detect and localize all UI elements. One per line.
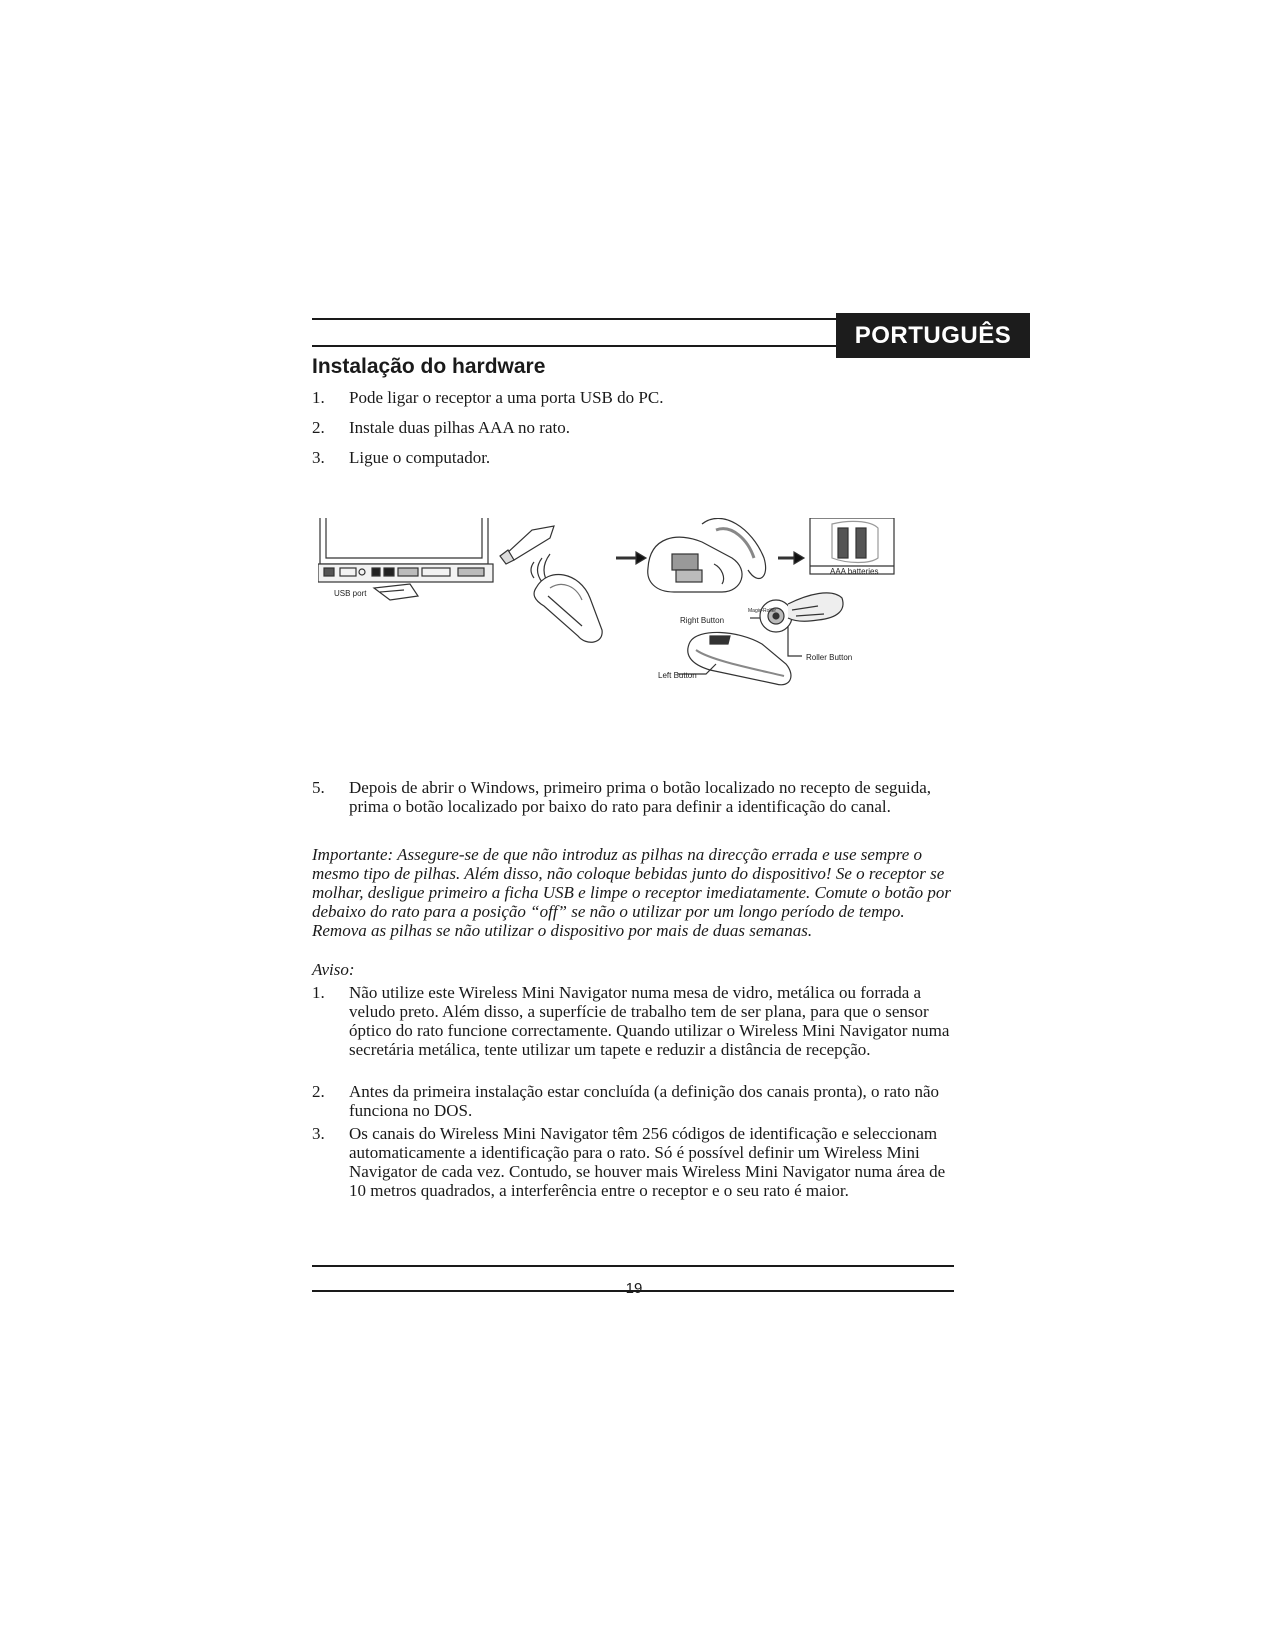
left-button-label: Left Button: [658, 671, 697, 680]
list-item: [312, 778, 952, 816]
mouse-open-illustration: [648, 518, 766, 592]
batteries-label: AAA batteries: [830, 567, 879, 576]
roller-button-label: Roller Button: [806, 653, 853, 662]
laptop-illustration: [318, 518, 493, 582]
important-note: Importante: Assegure-se de que não introduz as pilhas na direcção errada e use sempre o mesmo tipo de pilhas. Além disso, não coloque bebidas junto do dispositivo! Se o receptor se molhar, desligue primeiro a ficha USB e limpe o receptor imediatamente. Comute o botão por debaixo do rato para a posição “off” se não o utilizar por um longo período de tempo. Remova as pilhas se não utilizar o dispositivo por mais de duas semanas.: [312, 845, 951, 940]
footer-rule-top: [312, 1265, 954, 1267]
list-number: 3.: [312, 1124, 325, 1143]
language-tab: PORTUGUÊS: [836, 313, 1030, 358]
usb-port-label: USB port: [334, 589, 367, 598]
warning-title: Aviso:: [312, 960, 355, 979]
mouse-buttons-diagram: [678, 593, 843, 685]
page-number: 19: [625, 1280, 643, 1297]
mouse-illustration: [534, 575, 602, 643]
list-number: 3.: [312, 448, 325, 467]
list-item: [312, 983, 952, 1059]
magic-roller-label: Magic-Roller: [748, 608, 777, 614]
list-text: Depois de abrir o Windows, primeiro prima o botão localizado no recepto de seguida, prima o botão localizado por baixo do rato para definir a identificação do canal.: [349, 778, 932, 816]
list-text: Antes da primeira instalação estar concluída (a definição dos canais pronta), o rato não funciona no DOS.: [349, 1082, 940, 1120]
list-item: [312, 1124, 952, 1200]
header-rule-top: [312, 318, 848, 320]
footer-rule-bottom: [312, 1290, 954, 1292]
list-text: Instale duas pilhas AAA no rato.: [349, 418, 570, 437]
list-item: [312, 1082, 952, 1120]
list-item: [312, 448, 952, 467]
usb-receiver-illustration: [500, 526, 554, 564]
right-button-label: Right Button: [680, 616, 725, 625]
installation-illustration: [318, 518, 938, 738]
list-text: Não utilize este Wireless Mini Navigator numa mesa de vidro, metálica ou forrada a veludo preto. Além disso, a superfície de trabalho tem de ser plana, para que o sensor óptico do rato funcione correctamente. Quando utilizar o Wireless Mini Navigator numa secretária metálica, tente utilizar um tapete e reduzir a distância de recepção.: [349, 983, 950, 1059]
header-rule-bottom: [312, 345, 848, 347]
list-text: Pode ligar o receptor a uma porta USB do PC.: [349, 388, 664, 407]
section-title: Instalação do hardware: [312, 355, 546, 378]
list-item: [312, 388, 952, 407]
list-text: Os canais do Wireless Mini Navigator têm 256 códigos de identificação e seleccionam automaticamente a identificação para o rato. Só é possível definir um Wireless Mini Navigator de cada vez. Contudo, se houver mais Wireless Mini Navigator numa área de 10 metros quadrados, a interferência entre o receptor e o seu rato é maior.: [349, 1124, 946, 1200]
list-number: 1.: [312, 983, 325, 1002]
list-number: 1.: [312, 388, 325, 407]
list-number: 2.: [312, 418, 325, 437]
battery-diagram: [810, 518, 894, 574]
usb-receiver-illustration: [374, 584, 418, 600]
list-number: 5.: [312, 778, 325, 797]
list-text: Ligue o computador.: [349, 448, 491, 467]
list-item: [312, 418, 952, 437]
list-number: 2.: [312, 1082, 325, 1101]
